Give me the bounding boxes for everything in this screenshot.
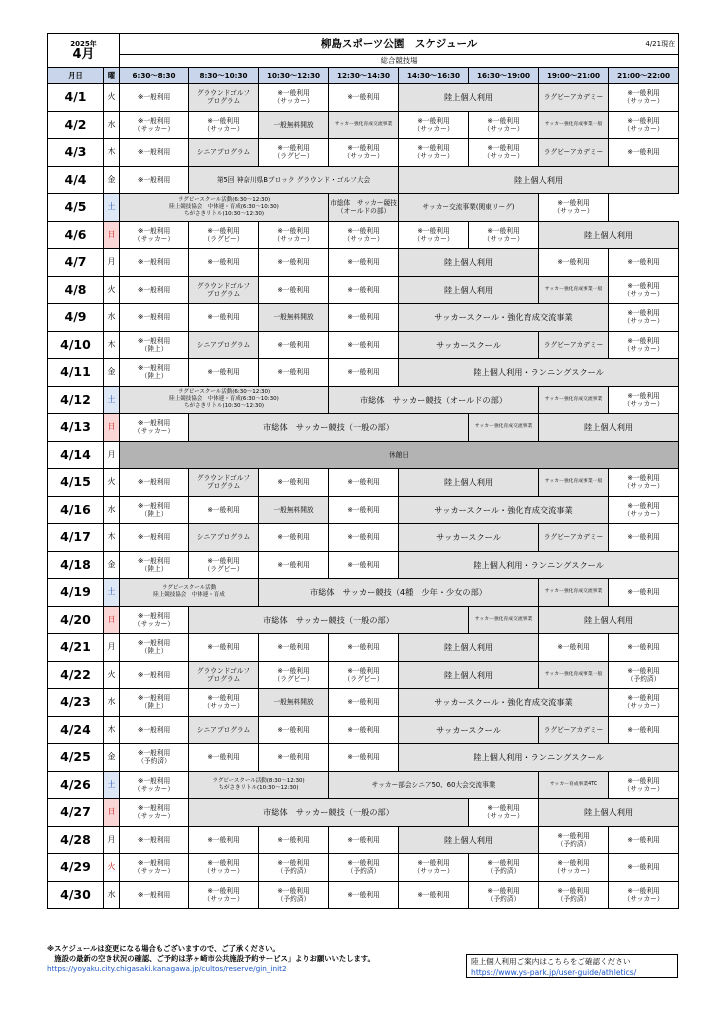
schedule-cell: サッカー強化育成交流事業: [469, 606, 539, 634]
weekday-cell: 月: [104, 634, 120, 662]
schedule-cell: 陸上個人利用: [399, 469, 539, 497]
date-cell: 4/26: [48, 771, 104, 799]
schedule-cell: 陸上個人利用: [539, 414, 679, 442]
schedule-cell: サッカースクール・強化育成交流事業: [399, 496, 609, 524]
schedule-cell: ※一般利用 （サッカー）: [609, 276, 679, 304]
schedule-cell: ※一般利用: [329, 524, 399, 552]
schedule-cell: ※一般利用 （サッカー）: [609, 771, 679, 799]
schedule-cell: ※一般利用 （ラグビー）: [189, 221, 259, 249]
weekday-cell: 日: [104, 221, 120, 249]
date-cell: 4/29: [48, 854, 104, 882]
date-cell: 4/24: [48, 716, 104, 744]
schedule-cell: 陸上個人利用: [399, 276, 539, 304]
schedule-row: [48, 881, 679, 909]
weekday-cell: 土: [104, 771, 120, 799]
schedule-cell: ※一般利用 （サッカー）: [469, 111, 539, 139]
schedule-cell: サッカースクール・強化育成交流事業: [399, 689, 609, 717]
schedule-row: [48, 854, 679, 882]
schedule-cell: ※一般利用: [539, 634, 609, 662]
column-header: 8:30～10:30: [189, 68, 259, 84]
schedule-cell: ※一般利用: [120, 166, 189, 194]
schedule-cell: ※一般利用: [329, 826, 399, 854]
schedule-cell: サッカースクール・強化育成交流事業: [399, 304, 609, 332]
date-cell: 4/1: [48, 84, 104, 112]
date-cell: 4/28: [48, 826, 104, 854]
schedule-cell: ※一般利用: [189, 304, 259, 332]
schedule-cell: サッカー部会シニア50、60大会交流事業: [329, 771, 539, 799]
schedule-cell: ※一般利用: [259, 744, 329, 772]
weekday-cell: 火: [104, 469, 120, 497]
schedule-cell: サッカー強化育成交流事業: [539, 579, 609, 607]
weekday-cell: 水: [104, 111, 120, 139]
schedule-row: [48, 524, 679, 552]
schedule-cell: ※一般利用: [120, 304, 189, 332]
schedule-cell: ※一般利用 （サッカー）: [469, 799, 539, 827]
schedule-cell: グラウンドゴルフ プログラム: [189, 84, 259, 112]
schedule-row: [48, 716, 679, 744]
date-cell: 4/14: [48, 441, 104, 469]
weekday-cell: 水: [104, 881, 120, 909]
schedule-row: [48, 799, 679, 827]
schedule-cell: ※一般利用: [120, 524, 189, 552]
schedule-cell: 陸上個人利用: [399, 249, 539, 277]
schedule-cell: 陸上個人利用: [539, 799, 679, 827]
schedule-cell: 市総体 サッカー競技（オールドの部）: [329, 194, 399, 222]
schedule-cell: ※一般利用: [329, 249, 399, 277]
schedule-cell: ※一般利用 （予約済）: [259, 881, 329, 909]
schedule-cell: 陸上個人利用: [399, 661, 539, 689]
schedule-cell: ※一般利用 （陸上）: [120, 331, 189, 359]
schedule-cell: ※一般利用: [120, 881, 189, 909]
weekday-cell: 木: [104, 716, 120, 744]
weekday-cell: 木: [104, 139, 120, 167]
schedule-cell: ※一般利用: [120, 716, 189, 744]
schedule-cell: ※一般利用 （サッカー）: [189, 854, 259, 882]
schedule-cell: ※一般利用 （サッカー）: [120, 414, 189, 442]
schedule-cell: ※一般利用 （サッカー）: [609, 469, 679, 497]
schedule-cell: 陸上個人利用: [399, 166, 679, 194]
date-cell: 4/3: [48, 139, 104, 167]
weekday-cell: 日: [104, 414, 120, 442]
schedule-cell: ※一般利用: [399, 881, 469, 909]
schedule-cell: サッカー強化育成交流事業: [539, 386, 609, 414]
schedule-cell: ラグビーアカデミー: [539, 716, 609, 744]
schedule-cell: ※一般利用: [329, 331, 399, 359]
schedule-cell: グラウンドゴルフ プログラム: [189, 469, 259, 497]
date-cell: 4/10: [48, 331, 104, 359]
schedule-cell: ※一般利用 （予約済）: [329, 854, 399, 882]
schedule-cell: ※一般利用: [329, 276, 399, 304]
schedule-cell: ※一般利用 （サッカー）: [399, 139, 469, 167]
schedule-cell: ※一般利用 （ラグビー）: [329, 661, 399, 689]
schedule-cell: サッカースクール: [399, 331, 539, 359]
schedule-table: [47, 33, 679, 909]
column-header-row: [48, 68, 679, 84]
schedule-cell: サッカー強化育成事業一般: [539, 276, 609, 304]
footer-note-2: 施設の最新の空き状況の確認、ご予約は茅ヶ崎市公共施設予約サービス」よりお願いいたします。: [47, 954, 375, 963]
schedule-row: [48, 826, 679, 854]
schedule-cell: ※一般利用: [609, 139, 679, 167]
schedule-cell: ※一般利用: [609, 579, 679, 607]
schedule-cell: ※一般利用: [259, 524, 329, 552]
schedule-cell: ※一般利用: [329, 496, 399, 524]
date-cell: 4/5: [48, 194, 104, 222]
schedule-row: [48, 276, 679, 304]
schedule-cell: ※一般利用 （サッカー）: [120, 854, 189, 882]
schedule-cell: ※一般利用: [609, 854, 679, 882]
year-label: 2025年: [70, 39, 97, 48]
schedule-cell: ※一般利用 （サッカー）: [469, 221, 539, 249]
schedule-cell: ※一般利用: [259, 826, 329, 854]
schedule-cell: ラグビーアカデミー: [539, 84, 609, 112]
schedule-cell: 第5回 神奈川県Bブロック グラウンド・ゴルフ大会: [189, 166, 399, 194]
schedule-cell: ※一般利用: [120, 276, 189, 304]
weekday-cell: 月: [104, 441, 120, 469]
schedule-cell: ※一般利用 （ラグビー）: [259, 139, 329, 167]
weekday-cell: 金: [104, 551, 120, 579]
schedule-cell: 市総体 サッカー競技（オールドの部）: [329, 386, 539, 414]
schedule-cell: ※一般利用 （予約済）: [259, 854, 329, 882]
schedule-cell: シニアプログラム: [189, 716, 259, 744]
schedule-cell: シニアプログラム: [189, 331, 259, 359]
date-cell: 4/4: [48, 166, 104, 194]
date-cell: 4/2: [48, 111, 104, 139]
page-title: 柳島スポーツ公園 スケジュール: [320, 37, 478, 50]
schedule-cell: ラグビーアカデミー: [539, 524, 609, 552]
schedule-cell: シニアプログラム: [189, 524, 259, 552]
schedule-cell: 一般無料開放: [259, 689, 329, 717]
schedule-cell: ※一般利用 （サッカー）: [609, 331, 679, 359]
schedule-cell: ※一般利用 （サッカー）: [399, 854, 469, 882]
weekday-cell: 火: [104, 661, 120, 689]
date-cell: 4/27: [48, 799, 104, 827]
athletics-guide-link[interactable]: https://www.ys-park.jp/user-guide/athletics/: [471, 968, 637, 977]
schedule-cell: ※一般利用: [609, 826, 679, 854]
schedule-row: [48, 551, 679, 579]
schedule-cell: ※一般利用: [189, 826, 259, 854]
schedule-cell: ※一般利用 （サッカー）: [609, 84, 679, 112]
date-cell: 4/9: [48, 304, 104, 332]
schedule-cell: 市総体 サッカー競技（一般の部）: [189, 799, 469, 827]
schedule-cell: サッカー強化育成事業一般: [539, 111, 609, 139]
schedule-cell: 陸上個人利用: [539, 221, 679, 249]
column-header: 曜: [104, 68, 120, 84]
schedule-cell: ※一般利用 （予約済）: [120, 744, 189, 772]
schedule-cell: ※一般利用: [259, 716, 329, 744]
schedule-cell: サッカー交流事業(関東リーグ): [399, 194, 539, 222]
schedule-cell: ※一般利用: [189, 249, 259, 277]
column-header: 21:00～22:00: [609, 68, 679, 84]
schedule-cell: ※一般利用: [120, 249, 189, 277]
weekday-cell: 火: [104, 276, 120, 304]
schedule-cell: 一般無料開放: [259, 111, 329, 139]
weekday-cell: 土: [104, 194, 120, 222]
weekday-cell: 水: [104, 496, 120, 524]
column-header: 月日: [48, 68, 104, 84]
schedule-row: [48, 496, 679, 524]
weekday-cell: 日: [104, 606, 120, 634]
schedule-cell: ※一般利用 （サッカー）: [259, 84, 329, 112]
as-of-date: 4/21現在: [645, 40, 676, 48]
schedule-cell: 陸上個人利用・ランニングスクール: [399, 359, 679, 387]
date-cell: 4/22: [48, 661, 104, 689]
schedule-cell: ※一般利用: [120, 139, 189, 167]
weekday-cell: 金: [104, 166, 120, 194]
schedule-cell: 陸上個人利用: [399, 84, 539, 112]
schedule-cell: ※一般利用 （サッカー）: [539, 854, 609, 882]
schedule-cell: ※一般利用 （予約済）: [609, 661, 679, 689]
schedule-cell: ※一般利用: [609, 249, 679, 277]
schedule-cell: ※一般利用 （サッカー）: [609, 496, 679, 524]
schedule-cell: ラグビースクール活動 陸上競技協会 中体連・育成: [120, 579, 259, 607]
schedule-cell: サッカースクール: [399, 524, 539, 552]
weekday-cell: 金: [104, 744, 120, 772]
date-cell: 4/11: [48, 359, 104, 387]
schedule-cell: ※一般利用 （サッカー）: [609, 111, 679, 139]
schedule-cell: ラグビースクール活動(6:30～12:30) 陸上競技協会 中体連・育成(6:30～10:30) ちがさきリトル(10:30～12:30): [120, 194, 329, 222]
schedule-cell: ※一般利用 （陸上）: [120, 496, 189, 524]
date-cell: 4/13: [48, 414, 104, 442]
schedule-cell: ※一般利用: [609, 716, 679, 744]
date-cell: 4/15: [48, 469, 104, 497]
schedule-cell: ※一般利用: [329, 551, 399, 579]
schedule-row: [48, 414, 679, 442]
schedule-cell: ※一般利用 （サッカー）: [609, 304, 679, 332]
date-cell: 4/6: [48, 221, 104, 249]
schedule-cell: ※一般利用: [329, 881, 399, 909]
schedule-cell: ※一般利用: [539, 249, 609, 277]
schedule-row: [48, 469, 679, 497]
weekday-cell: 月: [104, 826, 120, 854]
schedule-cell: ※一般利用: [259, 359, 329, 387]
weekday-cell: 火: [104, 84, 120, 112]
schedule-row: [48, 194, 679, 222]
schedule-cell: ※一般利用: [259, 331, 329, 359]
schedule-cell: ※一般利用: [329, 359, 399, 387]
year-month-cell: [48, 34, 120, 68]
weekday-cell: 木: [104, 524, 120, 552]
schedule-cell: ※一般利用 （サッカー）: [539, 194, 609, 222]
schedule-row: [48, 744, 679, 772]
column-header: 12:30～14:30: [329, 68, 399, 84]
schedule-cell: ※一般利用 （サッカー）: [399, 111, 469, 139]
schedule-cell: ※一般利用 （ラグビー）: [189, 551, 259, 579]
schedule-cell: ※一般利用 （サッカー）: [120, 771, 189, 799]
schedule-cell: ※一般利用 （サッカー）: [120, 799, 189, 827]
schedule-cell: 陸上個人利用・ランニングスクール: [399, 551, 679, 579]
schedule-cell: ※一般利用 （サッカー）: [609, 881, 679, 909]
schedule-cell: ※一般利用 （サッカー）: [120, 221, 189, 249]
date-cell: 4/19: [48, 579, 104, 607]
weekday-cell: 木: [104, 331, 120, 359]
schedule-cell: 陸上個人利用: [539, 606, 679, 634]
schedule-cell: ※一般利用: [259, 276, 329, 304]
schedule-cell: シニアプログラム: [189, 139, 259, 167]
date-cell: 4/7: [48, 249, 104, 277]
schedule-cell: ※一般利用 （サッカー）: [189, 689, 259, 717]
reservation-link[interactable]: https://yoyaku.city.chigasaki.kanagawa.jp/cultos/reserve/gin_init2: [47, 964, 287, 973]
schedule-cell: ※一般利用 （サッカー）: [609, 386, 679, 414]
title-cell: [120, 34, 679, 55]
schedule-cell: ※一般利用 （サッカー）: [609, 689, 679, 717]
schedule-cell: ※一般利用: [329, 716, 399, 744]
schedule-row: [48, 304, 679, 332]
schedule-cell: ※一般利用: [189, 744, 259, 772]
date-cell: 4/21: [48, 634, 104, 662]
schedule-cell: ※一般利用 （予約済）: [469, 854, 539, 882]
schedule-row: [48, 386, 679, 414]
weekday-cell: 土: [104, 386, 120, 414]
schedule-cell: ※一般利用: [189, 359, 259, 387]
schedule-row: [48, 221, 679, 249]
schedule-cell: グラウンドゴルフ プログラム: [189, 276, 259, 304]
schedule-cell: 一般無料開放: [259, 496, 329, 524]
column-header: 16:30～19:00: [469, 68, 539, 84]
athletics-info-box: [466, 954, 678, 978]
column-header: 14:30～16:30: [399, 68, 469, 84]
schedule-row: [48, 111, 679, 139]
schedule-row: [48, 139, 679, 167]
schedule-cell: ラグビースクール活動(8:30～12:30) ちがさきリトル(10:30～12:30): [189, 771, 329, 799]
schedule-cell: サッカー育成事業4TC: [539, 771, 609, 799]
date-cell: 4/12: [48, 386, 104, 414]
schedule-cell: ※一般利用 （陸上）: [120, 689, 189, 717]
schedule-cell: ※一般利用 （陸上）: [120, 634, 189, 662]
weekday-cell: 水: [104, 689, 120, 717]
schedule-cell: ※一般利用 （陸上）: [120, 359, 189, 387]
schedule-cell: ※一般利用: [329, 84, 399, 112]
schedule-cell: ※一般利用 （サッカー）: [189, 881, 259, 909]
schedule-cell: サッカー強化育成事業一般: [539, 469, 609, 497]
column-header: 6:30～8:30: [120, 68, 189, 84]
date-cell: 4/25: [48, 744, 104, 772]
column-header: 19:00～21:00: [539, 68, 609, 84]
schedule-cell: ※一般利用: [120, 826, 189, 854]
schedule-cell: ※一般利用 （ラグビー）: [259, 661, 329, 689]
date-cell: 4/23: [48, 689, 104, 717]
schedule-cell: 陸上個人利用: [399, 634, 539, 662]
schedule-cell: ※一般利用: [259, 551, 329, 579]
schedule-cell: ※一般利用 （サッカー）: [469, 139, 539, 167]
schedule-cell: ※一般利用: [259, 634, 329, 662]
schedule-cell: ※一般利用: [259, 469, 329, 497]
schedule-cell: 陸上個人利用: [399, 826, 539, 854]
schedule-cell: ※一般利用: [609, 524, 679, 552]
schedule-cell: ※一般利用: [329, 744, 399, 772]
schedule-cell: ※一般利用: [329, 469, 399, 497]
schedule-row: [48, 166, 679, 194]
schedule-cell: ※一般利用: [120, 469, 189, 497]
schedule-cell: 休館日: [120, 441, 679, 469]
schedule-row: [48, 689, 679, 717]
schedule-cell: サッカー強化育成交流事業: [469, 414, 539, 442]
weekday-cell: 水: [104, 304, 120, 332]
schedule-cell: グラウンドゴルフ プログラム: [189, 661, 259, 689]
schedule-cell: 市総体 サッカー競技（4種 少年・少女の部）: [259, 579, 539, 607]
schedule-cell: ※一般利用: [329, 689, 399, 717]
date-cell: 4/8: [48, 276, 104, 304]
schedule-row: [48, 249, 679, 277]
schedule-cell: ※一般利用 （サッカー）: [329, 139, 399, 167]
schedule-cell: ※一般利用 （サッカー）: [329, 221, 399, 249]
schedule-cell: ※一般利用 （予約済）: [539, 881, 609, 909]
schedule-row: [48, 359, 679, 387]
schedule-cell: ※一般利用 （サッカー）: [120, 606, 189, 634]
schedule-row: [48, 84, 679, 112]
schedule-cell: ※一般利用 （陸上）: [120, 551, 189, 579]
schedule-cell: 市総体 サッカー競技（一般の部）: [189, 414, 469, 442]
schedule-cell: サッカー強化育成事業一般: [539, 661, 609, 689]
schedule-row: [48, 441, 679, 469]
schedule-row: [48, 331, 679, 359]
schedule-cell: ※一般利用: [609, 634, 679, 662]
footer-notes: [47, 944, 467, 974]
schedule-cell: ※一般利用: [259, 249, 329, 277]
date-cell: 4/30: [48, 881, 104, 909]
date-cell: 4/16: [48, 496, 104, 524]
schedule-cell: ※一般利用: [120, 84, 189, 112]
schedule-row: [48, 606, 679, 634]
schedule-cell: ※一般利用: [120, 661, 189, 689]
schedule-cell: ※一般利用 （予約済）: [469, 881, 539, 909]
month-label: 4月: [72, 46, 95, 62]
schedule-row: [48, 634, 679, 662]
schedule-row: [48, 579, 679, 607]
schedule-row: [48, 771, 679, 799]
weekday-cell: 日: [104, 799, 120, 827]
date-cell: 4/18: [48, 551, 104, 579]
schedule-cell: ラグビーアカデミー: [539, 139, 609, 167]
schedule-cell: ※一般利用: [189, 496, 259, 524]
weekday-cell: 金: [104, 359, 120, 387]
schedule-cell: ※一般利用: [329, 304, 399, 332]
footer-note-1: ※スケジュールは変更になる場合もございますので、ご了承ください。: [47, 944, 280, 953]
schedule-cell: ※一般利用 （サッカー）: [189, 111, 259, 139]
date-cell: 4/17: [48, 524, 104, 552]
schedule-cell: ※一般利用: [189, 634, 259, 662]
weekday-cell: 土: [104, 579, 120, 607]
schedule-cell: 市総体 サッカー競技（一般の部）: [189, 606, 469, 634]
schedule-cell: 陸上個人利用・ランニングスクール: [399, 744, 679, 772]
schedule-cell: サッカースクール: [399, 716, 539, 744]
schedule-cell: ※一般利用 （予約済）: [539, 826, 609, 854]
schedule-cell: ※一般利用: [329, 634, 399, 662]
date-cell: 4/20: [48, 606, 104, 634]
schedule-cell: ラグビースクール活動(6:30～12:30) 陸上競技協会 中体連・育成(6:30～10:30) ちがさきリトル(10:30～12:30): [120, 386, 329, 414]
schedule-cell: ※一般利用 （サッカー）: [259, 221, 329, 249]
weekday-cell: 月: [104, 249, 120, 277]
weekday-cell: 火: [104, 854, 120, 882]
schedule-cell: サッカー強化育成交流事業: [329, 111, 399, 139]
athletics-info-text: 陸上個人利用ご案内はこちらをご確認ください: [471, 957, 631, 966]
schedule-cell: ※一般利用 （サッカー）: [120, 111, 189, 139]
schedule-cell: ※一般利用 （サッカー）: [399, 221, 469, 249]
column-header: 10:30～12:30: [259, 68, 329, 84]
schedule-row: [48, 661, 679, 689]
schedule-cell: ラグビーアカデミー: [539, 331, 609, 359]
schedule-cell: 一般無料開放: [259, 304, 329, 332]
facility-name: 総合競技場: [120, 55, 679, 68]
